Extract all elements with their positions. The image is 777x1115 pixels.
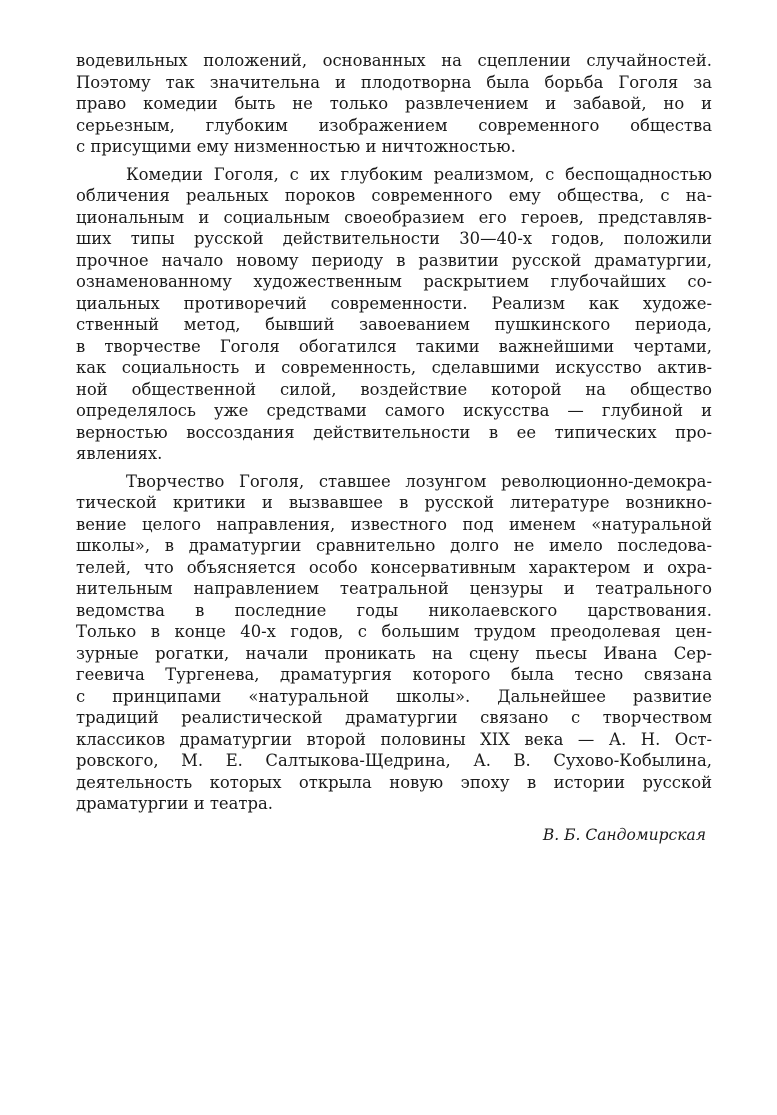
- text-line: ведомства в последние годы николаевского царствования.: [76, 600, 712, 620]
- document-page: [76, 50, 712, 846]
- text-line: телей, что объясняется особо консервативным характером и охра-: [76, 557, 712, 577]
- text-line: ознаменованному художественным раскрытием глубочайших со-: [76, 272, 712, 291]
- paragraph: [76, 471, 712, 815]
- text-line: верностью воссоздания действительности в ее типических про-: [76, 422, 712, 442]
- text-line: ственный метод, бывший завоеванием пушкинского периода,: [76, 315, 712, 334]
- text-line: классиков драматургии второй половины XIX века — А. Н. Ост-: [76, 729, 712, 749]
- text-line: с принципами «натуральной школы». Дальнейшее развитие: [76, 686, 712, 706]
- text-line: как социальность и современность, сделавшими искусство актив-: [76, 358, 712, 377]
- text-line: вение целого направления, известного под именем «натуральной: [76, 514, 712, 534]
- text-line: Поэтому так значительна и плодотворна была борьба Гоголя за: [76, 72, 712, 92]
- text-line: определялось уже средствами самого искусства — глубиной и: [76, 401, 712, 420]
- text-line: Только в конце 40-х годов, с большим трудом преодолевая цен-: [76, 622, 712, 641]
- text-line: тической критики и вызвавшее в русской литературе возникно-: [76, 493, 712, 512]
- text-line: циальных противоречий современности. Реализм как художе-: [76, 293, 712, 313]
- paragraph: [76, 164, 712, 465]
- text-line: зурные рогатки, начали проникать на сцену пьесы Ивана Сер-: [76, 643, 712, 663]
- text-line: циональным и социальным своеобразием его героев, представляв-: [76, 207, 712, 227]
- text-line: обличения реальных пороков современного ему общества, с на-: [76, 186, 712, 205]
- text-line: серьезным, глубоким изображением современного общества: [76, 115, 712, 135]
- text-line: драматургии и театра.: [76, 794, 273, 813]
- text-line: с присущими ему низменностью и ничтожностью.: [76, 137, 516, 156]
- text-line: школы», в драматургии сравнительно долго не имело последова-: [76, 536, 712, 555]
- paragraph: [76, 50, 712, 158]
- text-line: в творчестве Гоголя обогатился такими важнейшими чертами,: [76, 336, 712, 356]
- text-line: ших типы русской действительности 30—40-х годов, положили: [76, 229, 712, 248]
- text-line: нительным направлением театральной цензуры и театрального: [76, 579, 712, 598]
- text-line: ной общественной силой, воздействие которой на общество: [76, 379, 712, 399]
- text-line: Комедии Гоголя, с их глубоким реализмом, с беспощадностью: [126, 164, 712, 184]
- text-line: водевильных положений, основанных на сцеплении случайностей.: [76, 51, 712, 70]
- article-body: [76, 50, 712, 815]
- author-signature: В. Б. Сандомирская: [542, 825, 706, 844]
- text-line: традиций реалистической драматургии связано с творчеством: [76, 708, 712, 727]
- text-line: ровского, М. Е. Салтыкова-Щедрина, А. В. Сухово-Кобылина,: [76, 751, 712, 770]
- text-line: геевича Тургенева, драматургия которого была тесно связана: [76, 665, 712, 684]
- text-line: прочное начало новому периоду в развитии русской драматургии,: [76, 250, 712, 270]
- text-line: деятельность которых открыла новую эпоху в истории русской: [76, 772, 712, 792]
- text-line: явлениях.: [76, 444, 163, 463]
- text-line: Творчество Гоголя, ставшее лозунгом революционно-демокра-: [126, 471, 712, 491]
- text-line: право комедии быть не только развлечением и забавой, но и: [76, 94, 712, 113]
